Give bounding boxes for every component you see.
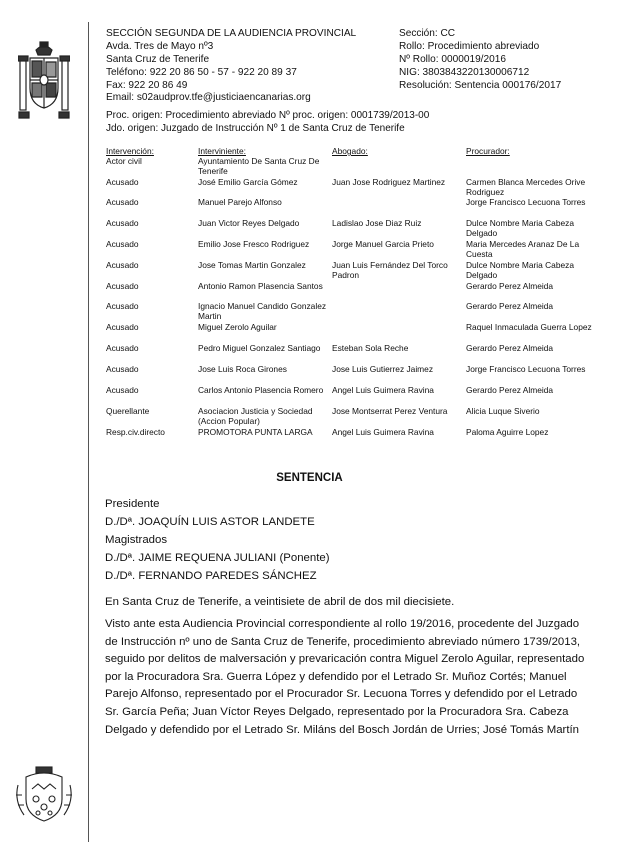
party-participant: Antonio Ramon Plasencia Santos xyxy=(198,281,323,291)
magistrate-name: D./Dª. JAIME REQUENA JULIANI (Ponente) xyxy=(105,552,330,564)
origin-procedure: Proc. origen: Procedimiento abreviado Nº proc. origen: 0001739/2013-00 xyxy=(106,110,430,121)
party-lawyer: Jose Luis Gutierrez Jaimez xyxy=(332,364,434,374)
party-attorney: Paloma Aguirre Lopez xyxy=(466,427,549,437)
party-intervention: Acusado xyxy=(106,343,139,353)
body-line: seguido por delitos de malversación y prevaricación contra Miguel Zerolo Aguilar, representado xyxy=(105,653,585,666)
header-intervention: Intervención: xyxy=(106,146,154,156)
court-email-line xyxy=(106,92,356,105)
party-lawyer: Esteban Sola Reche xyxy=(332,343,409,353)
party-attorney: Carmen Blanca Mercedes Orive Rodriguez xyxy=(466,177,586,197)
party-attorney: Gerardo Perez Almeida xyxy=(466,301,554,311)
party-lawyer: Juan Luis Fernández Del Torco Padron xyxy=(332,260,448,280)
party-intervention: Acusado xyxy=(106,239,139,249)
party-attorney: Raquel Inmaculada Guerra Lopez xyxy=(466,322,592,332)
court-name: SECCIÓN SEGUNDA DE LA AUDIENCIA PROVINCIAL xyxy=(106,28,357,39)
email-label: Email: xyxy=(106,92,135,104)
court-fax: Fax: 922 20 86 49 xyxy=(106,79,188,91)
party-participant: Carlos Antonio Plasencia Romero xyxy=(198,385,324,395)
coat-of-arms-icon xyxy=(18,40,70,128)
date-line: En Santa Cruz de Tenerife, a veintisiete de abril de dos mil diecisiete. xyxy=(105,596,455,608)
party-participant: Jose Luis Roca Girones xyxy=(198,364,287,374)
party-participant: Manuel Parejo Alfonso xyxy=(198,197,282,207)
party-intervention: Acusado xyxy=(106,364,139,374)
document-title: SENTENCIA xyxy=(276,472,343,484)
party-intervention: Querellante xyxy=(106,406,150,416)
party-lawyer: Angel Luis Guimera Ravina xyxy=(332,385,434,395)
case-info-block xyxy=(399,28,561,92)
party-participant: Emilio Jose Fresco Rodriguez xyxy=(198,239,310,249)
party-participant: Miguel Zerolo Aguilar xyxy=(198,322,277,332)
party-attorney: Jorge Francisco Lecuona Torres xyxy=(466,197,586,207)
body-line: Sr. García Peña; Juan Víctor Reyes Delgado, representado por la Procuradora Sra. Cabeza xyxy=(105,705,569,718)
president-name: D./Dª. JOAQUÍN LUIS ASTOR LANDETE xyxy=(105,516,315,528)
party-participant: Ayuntamiento De Santa Cruz De Tenerife xyxy=(198,156,320,176)
body-line: Delgado y defendido por el Letrado Sr. Miláns del Bosch Jordán de Urries; José Tomás Martín xyxy=(105,723,580,736)
tribunal-block xyxy=(105,495,330,585)
court-phone: Teléfono: 922 20 86 50 - 57 - 922 20 89 37 xyxy=(106,66,297,78)
judgment-body xyxy=(105,616,603,739)
party-attorney: Maria Mercedes Aranaz De La Cuesta xyxy=(466,239,580,259)
party-attorney: Dulce Nombre Maria Cabeza Delgado xyxy=(466,260,574,280)
court-address-block xyxy=(106,28,356,105)
party-participant: José Emilio García Gómez xyxy=(198,177,298,187)
party-participant: Asociacion Justicia y Sociedad (Accion Popular) xyxy=(198,406,313,426)
body-line: Parejo Alfonso, representado por el Procurador Sr. Lecuona Torres y defendido por el Letrado xyxy=(105,688,578,701)
party-intervention: Actor civil xyxy=(106,156,142,166)
party-intervention: Acusado xyxy=(106,301,139,311)
nig-number: NIG: 3803843220130006712 xyxy=(399,66,530,78)
header-participant: Interviniente: xyxy=(198,146,246,156)
origin-block xyxy=(106,110,429,135)
party-intervention: Acusado xyxy=(106,260,139,270)
body-line: Visto ante esta Audiencia Provincial correspondiente al rollo 19/2016, procedente del Juzgado xyxy=(105,618,580,630)
party-intervention: Acusado xyxy=(106,197,139,207)
party-lawyer: Angel Luis Guimera Ravina xyxy=(332,427,434,437)
party-participant: Jose Tomas Martin Gonzalez xyxy=(198,260,306,270)
party-intervention: Acusado xyxy=(106,281,139,291)
body-line: de Instrucción nº uno de Santa Cruz de Tenerife, procedimiento abreviado número 1739/2013, xyxy=(105,635,581,648)
margin-rule xyxy=(88,22,89,842)
party-lawyer: Jose Montserrat Perez Ventura xyxy=(332,406,448,416)
party-lawyer: Ladislao Jose Diaz Ruiz xyxy=(332,218,422,228)
party-attorney: Jorge Francisco Lecuona Torres xyxy=(466,364,586,374)
resolution-number: Resolución: Sentencia 000176/2017 xyxy=(399,79,562,91)
party-intervention: Acusado xyxy=(106,322,139,332)
party-intervention: Acusado xyxy=(106,385,139,395)
party-attorney: Dulce Nombre Maria Cabeza Delgado xyxy=(466,218,574,238)
body-line: por la Procuradora Sra. Guerra López y defendido por el Letrado Sr. Muñoz Cortés; Manuel xyxy=(105,670,567,683)
party-participant: Juan Victor Reyes Delgado xyxy=(198,218,300,228)
party-intervention: Acusado xyxy=(106,218,139,228)
party-intervention: Acusado xyxy=(106,177,139,187)
party-lawyer: Juan Jose Rodriguez Martinez xyxy=(332,177,446,187)
header-lawyer: Abogado: xyxy=(332,146,368,156)
president-label: Presidente xyxy=(105,498,160,510)
party-lawyer: Jorge Manuel Garcia Prieto xyxy=(332,239,434,249)
party-participant: PROMOTORA PUNTA LARGA xyxy=(198,427,313,437)
canary-islands-seal-icon xyxy=(12,765,76,825)
party-attorney: Alicia Luque Siverio xyxy=(466,406,540,416)
court-city: Santa Cruz de Tenerife xyxy=(106,53,210,65)
party-attorney: Gerardo Perez Almeida xyxy=(466,385,554,395)
roll-number: Nº Rollo: 0000019/2016 xyxy=(399,53,506,65)
header-attorney: Procurador: xyxy=(466,146,510,156)
section-code: Sección: CC xyxy=(399,28,456,39)
origin-court: Jdo. origen: Juzgado de Instrucción Nº 1 de Santa Cruz de Tenerife xyxy=(106,122,405,134)
party-participant: Ignacio Manuel Candido Gonzalez Martin xyxy=(198,301,327,321)
party-attorney: Gerardo Perez Almeida xyxy=(466,281,554,291)
roll-type: Rollo: Procedimiento abreviado xyxy=(399,40,540,52)
court-street: Avda. Tres de Mayo nº3 xyxy=(106,40,214,52)
party-participant: Pedro Miguel Gonzalez Santiago xyxy=(198,343,321,353)
magistrate-name: D./Dª. FERNANDO PAREDES SÁNCHEZ xyxy=(105,570,317,582)
party-attorney: Gerardo Perez Almeida xyxy=(466,343,554,353)
court-email-link[interactable]: s02audprov.tfe@justiciaencanarias.org xyxy=(136,92,311,104)
magistrates-label: Magistrados xyxy=(105,534,168,546)
party-intervention: Resp.civ.directo xyxy=(106,427,165,437)
